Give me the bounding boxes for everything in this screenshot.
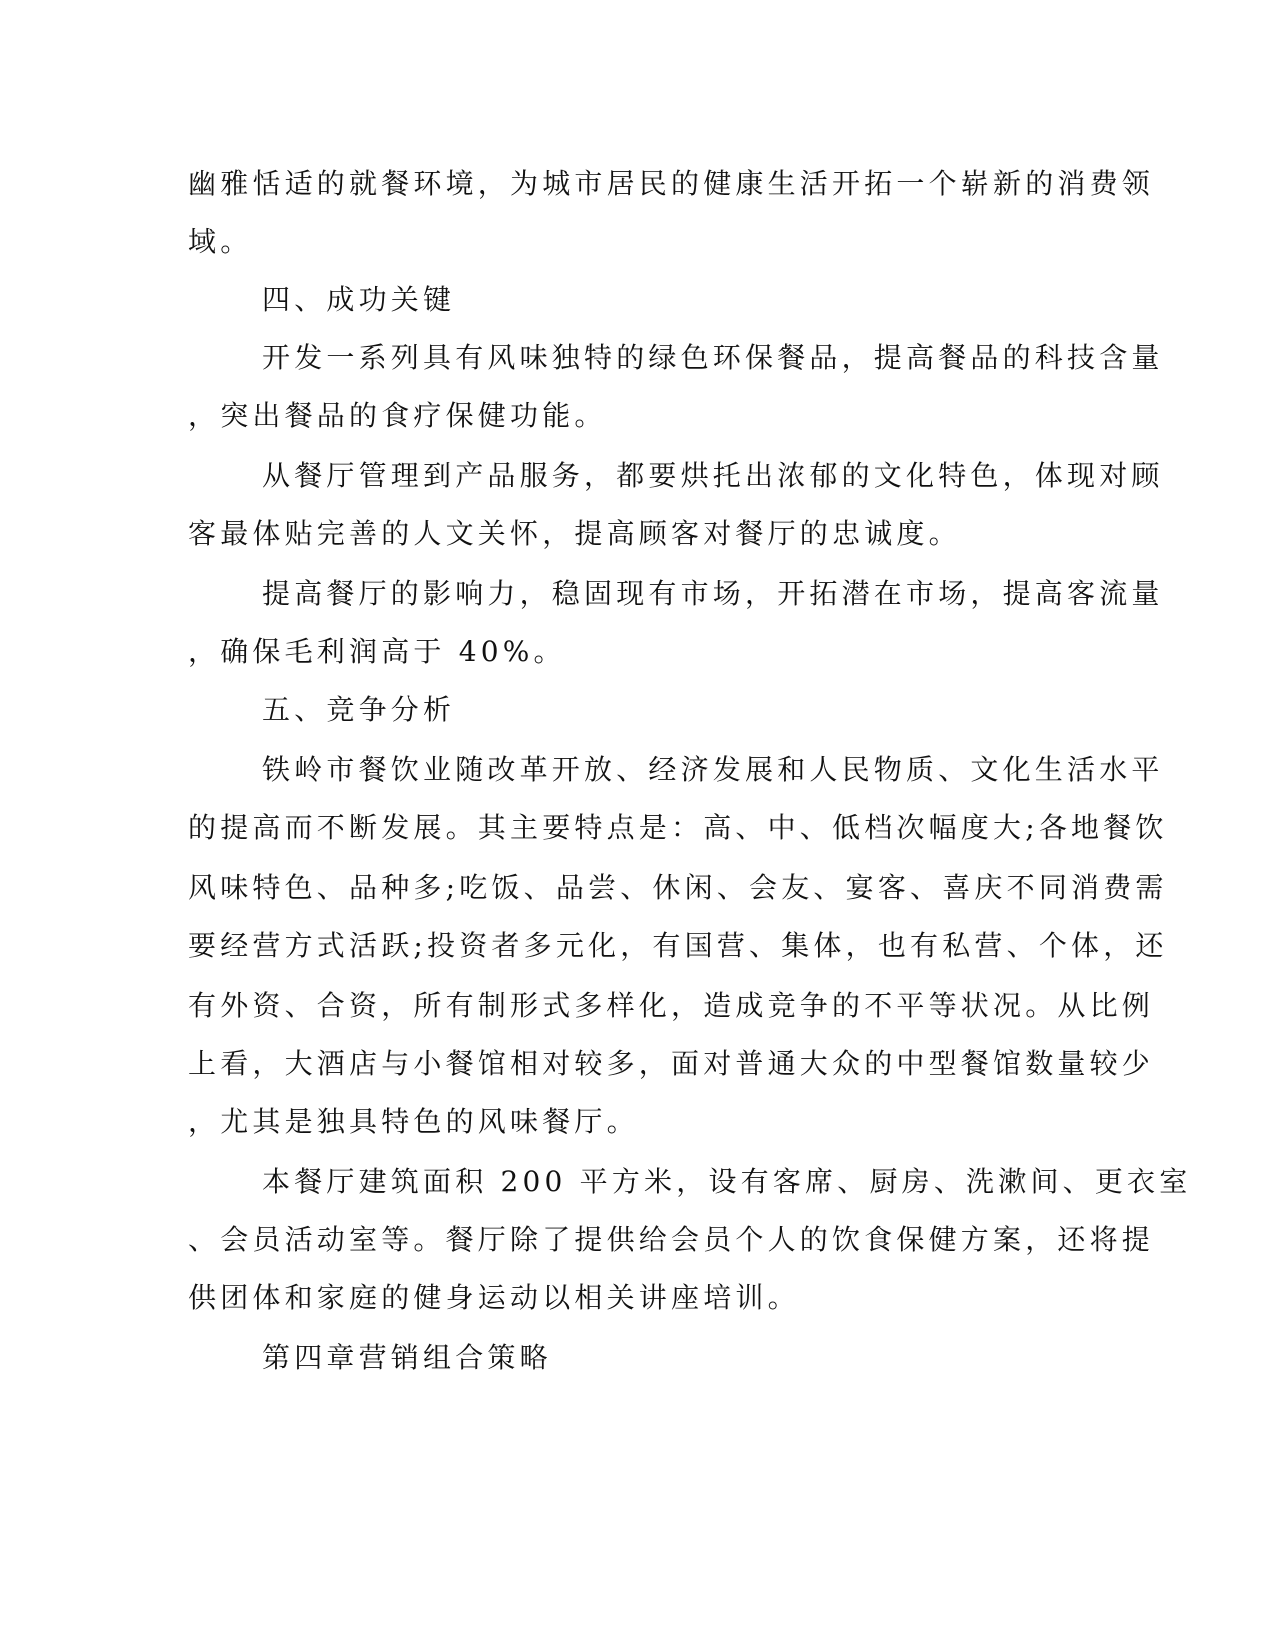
text-line: 本餐厅建筑面积 200 平方米，设有客席、厨房、洗漱间、更衣室 (262, 1165, 1192, 1198)
text-line: 从餐厅管理到产品服务，都要烘托出浓郁的文化特色，体现对顾 (262, 459, 1164, 492)
text-line: 上看，大酒店与小餐馆相对较多，面对普通大众的中型餐馆数量较少 (188, 1047, 1155, 1080)
text-line: 要经营方式活跃;投资者多元化，有国营、集体，也有私营、个体，还 (188, 929, 1168, 962)
text-line: ，确保毛利润高于 40%。 (188, 635, 566, 668)
text-line: 供团体和家庭的健身运动以相关讲座培训。 (188, 1281, 800, 1314)
text-line: 有外资、合资，所有制形式多样化，造成竞争的不平等状况。从比例 (188, 989, 1155, 1022)
text-line: 提高餐厅的影响力，稳固现有市场，开拓潜在市场，提高客流量 (262, 577, 1164, 610)
text-line: 风味特色、品种多;吃饭、品尝、休闲、会友、宴客、喜庆不同消费需 (188, 871, 1168, 904)
text-line: 的提高而不断发展。其主要特点是：高、中、低档次幅度大;各地餐饮 (188, 811, 1168, 844)
chapter-heading: 第四章营销组合策略 (262, 1341, 552, 1374)
text-line: 开发一系列具有风味独特的绿色环保餐品，提高餐品的科技含量 (262, 341, 1164, 374)
text-line: 幽雅恬适的就餐环境，为城市居民的健康生活开拓一个崭新的消费领 (188, 167, 1155, 200)
text-line: ，尤其是独具特色的风味餐厅。 (188, 1105, 639, 1138)
text-line: 、会员活动室等。餐厅除了提供给会员个人的饮食保健方案，还将提 (188, 1223, 1155, 1256)
text-line: 客最体贴完善的人文关怀，提高顾客对餐厅的忠诚度。 (188, 517, 961, 550)
section-heading: 四、成功关键 (262, 283, 456, 316)
text-line: 铁岭市餐饮业随改革开放、经济发展和人民物质、文化生活水平 (262, 753, 1164, 786)
text-line: ，突出餐品的食疗保健功能。 (188, 399, 607, 432)
text-line: 域。 (188, 225, 253, 258)
section-heading: 五、竞争分析 (262, 693, 456, 726)
